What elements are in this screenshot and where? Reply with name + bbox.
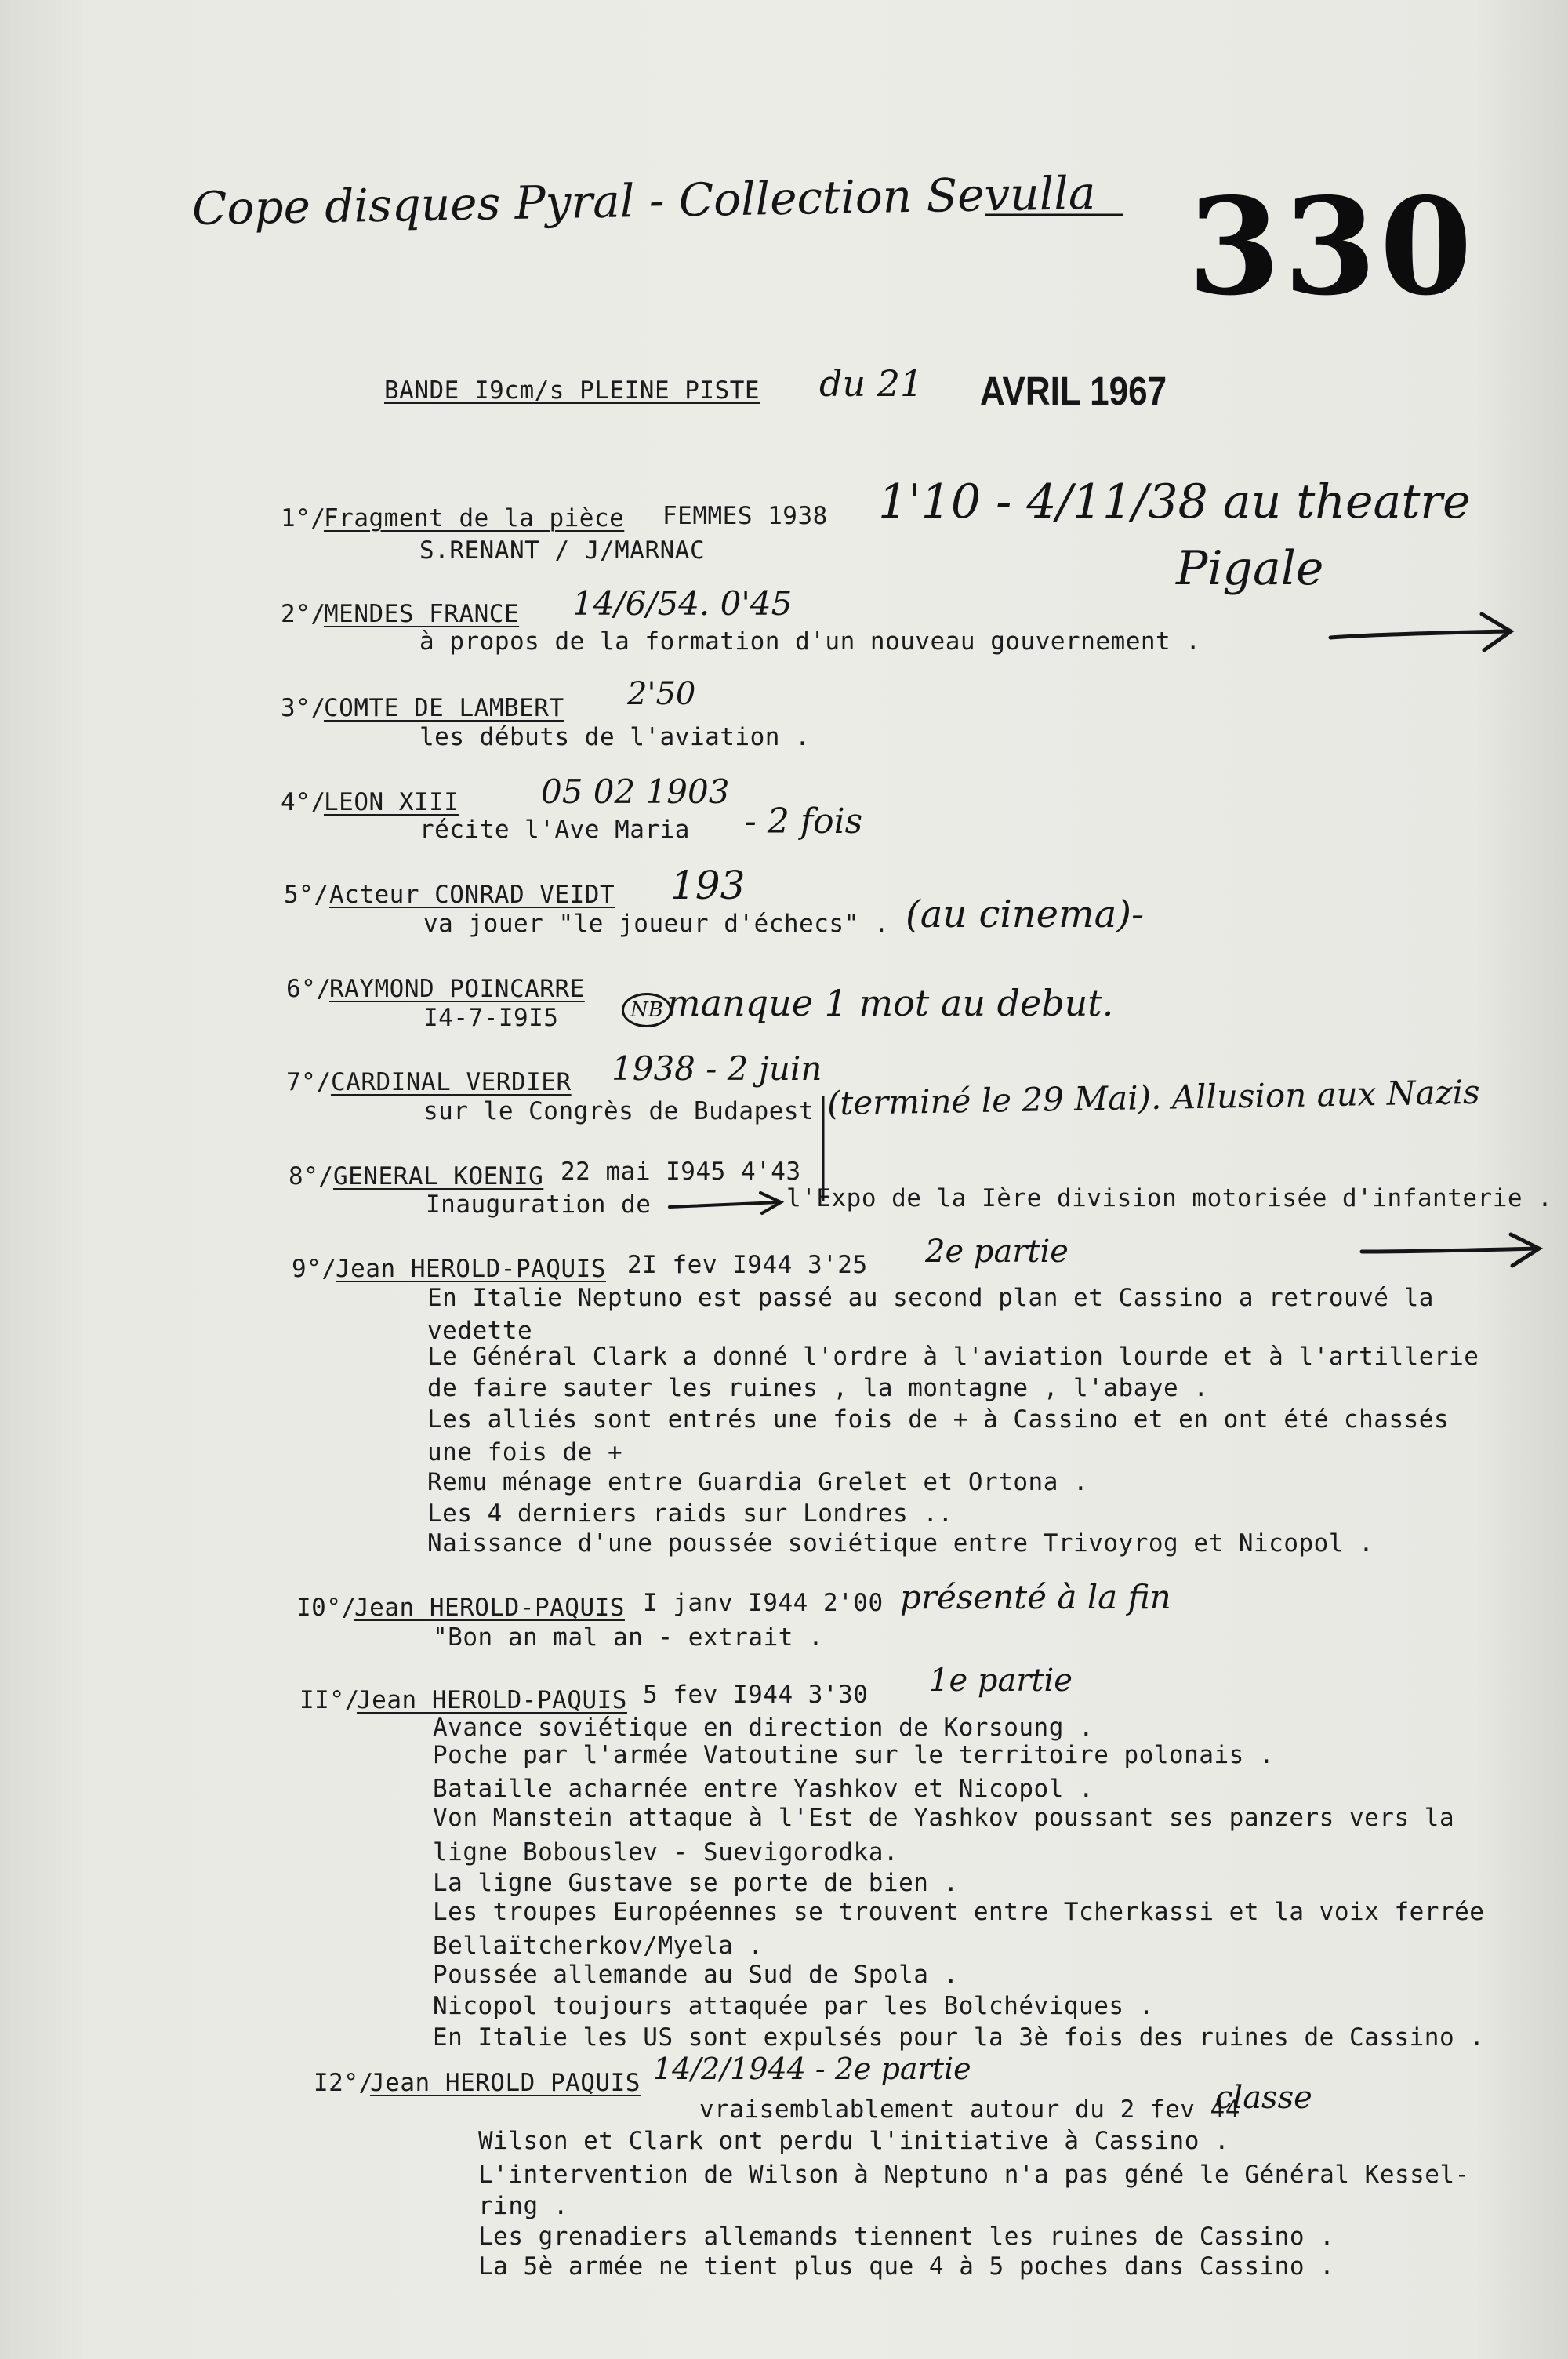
entry-title: MENDES FRANCE — [324, 600, 520, 628]
entry-title: CARDINAL VERDIER — [331, 1068, 572, 1096]
entry-line: sur le Congrès de Budapest — [423, 1097, 815, 1125]
pen-stroke — [815, 1094, 831, 1204]
handwritten-note: 05 02 1903 — [541, 772, 730, 811]
handwritten-note: manque 1 mot au debut. — [666, 982, 1114, 1024]
handwritten-note: 1e partie — [929, 1663, 1073, 1699]
entry-line: En Italie les US sont expulsés pour la 3è fois des ruines de Cassino . — [433, 2023, 1485, 2052]
entry-line: vraisemblablement autour du 2 fev 44 — [699, 2095, 1240, 2124]
handwritten-note: 1'10 - 4/11/38 au theatre — [878, 474, 1471, 529]
document-number: 330 — [1188, 169, 1475, 325]
handwritten-date: du 21 — [819, 362, 924, 405]
entry-line: Poche par l'armée Vatoutine sur le territoire polonais . — [433, 1741, 1275, 1769]
entry-number: 7°/ — [286, 1068, 332, 1096]
arrow-right-icon — [1329, 608, 1517, 655]
entry-line: Les 4 derniers raids sur Londres .. — [427, 1499, 953, 1528]
entry-line: une fois de + — [427, 1438, 623, 1467]
entry-line: ring . — [478, 2192, 568, 2220]
entry-details: FEMMES 1938 — [662, 502, 828, 530]
handwritten-note: (terminé le 29 Mai). Allusion aux Nazis — [826, 1072, 1481, 1123]
arrow-right-icon — [668, 1188, 786, 1219]
entry-title: RAYMOND POINCARRE — [329, 975, 585, 1003]
handwritten-note: 193 — [670, 863, 746, 908]
entry-title: Jean HEROLD-PAQUIS — [354, 1594, 625, 1622]
entry-number: 2°/ — [281, 600, 326, 628]
handwritten-note: 14/6/54. 0'45 — [572, 584, 793, 623]
handwritten-note: présenté à la fin — [900, 1578, 1171, 1616]
entry-line: de faire sauter les ruines , la montagne , l'abaye . — [427, 1374, 1209, 1402]
pen-stroke — [984, 210, 1125, 220]
entry-title: GENERAL KOENIG — [333, 1162, 544, 1190]
entry-number: I2°/ — [314, 2069, 374, 2097]
entry-number: 5°/ — [284, 881, 329, 909]
entry-line: les débuts de l'aviation . — [419, 723, 811, 751]
handwritten-note: (au cinema)- — [906, 892, 1145, 936]
entry-number: 4°/ — [281, 788, 326, 816]
entry-line: Inauguration de — [426, 1190, 652, 1219]
entry-title: Fragment de la pièce — [324, 504, 625, 533]
entry-line: I4-7-I9I5 — [423, 1004, 559, 1032]
entry-line: Naissance d'une poussée soviétique entre Trivoyrog et Nicopol . — [427, 1529, 1374, 1558]
entry-line: "Bon an mal an - extrait . — [433, 1623, 824, 1652]
entry-line: va jouer "le joueur d'échecs" . — [423, 910, 890, 938]
entry-line: Avance soviétique en direction de Korsoung . — [433, 1714, 1094, 1742]
entry-details: 5 fev I944 3'30 — [643, 1681, 869, 1709]
entry-number: II°/ — [299, 1686, 360, 1714]
entry-line: Les grenadiers allemands tiennent les ruines de Cassino . — [478, 2223, 1335, 2251]
entry-title: Jean HEROLD-PAQUIS — [357, 1686, 627, 1714]
entry-line: Le Général Clark a donné l'ordre à l'aviation lourde et à l'artillerie — [427, 1343, 1479, 1371]
entry-number: 6°/ — [286, 975, 332, 1003]
handwritten-note: Pigale — [1176, 541, 1324, 596]
entry-details: 22 mai I945 4'43 — [561, 1158, 801, 1186]
date-stamp: AVRIL 1967 — [980, 369, 1167, 414]
entry-line: Bataille acharnée entre Yashkov et Nicopol . — [433, 1775, 1094, 1803]
entry-details: 2I fev I944 3'25 — [627, 1251, 868, 1279]
entry-line: ligne Bobouslev - Suevigorodka. — [433, 1838, 899, 1866]
entry-line: Les alliés sont entrés une fois de + à Cassino et en ont été chassés — [427, 1405, 1450, 1434]
entry-line: Bellaïtcherkov/Myela . — [433, 1932, 764, 1960]
handwritten-note: 14/2/1944 - 2e partie — [653, 2052, 971, 2086]
entry-number: 9°/ — [292, 1255, 337, 1283]
nb-badge: NB — [622, 993, 672, 1027]
entry-line: S.RENANT / J/MARNAC — [419, 536, 706, 565]
entry-number: I0°/ — [296, 1594, 357, 1622]
entry-line: La 5è armée ne tient plus que 4 à 5 poches dans Cassino . — [478, 2252, 1335, 2281]
entry-number: 8°/ — [289, 1162, 334, 1190]
handwritten-note: 1938 - 2 juin — [612, 1049, 822, 1088]
entry-title: LEON XIII — [324, 788, 459, 816]
entry-line: Les troupes Européennes se trouvent entre Tcherkassi et la voix ferrée — [433, 1898, 1485, 1926]
arrow-right-icon — [1360, 1231, 1548, 1278]
entry-line: vedette — [427, 1317, 533, 1345]
entry-line: En Italie Neptuno est passé au second plan et Cassino a retrouvé la — [427, 1284, 1434, 1312]
handwritten-collection-title: Cope disques Pyral - Collection Sevulla — [191, 165, 1096, 236]
entry-line: Von Manstein attaque à l'Est de Yashkov poussant ses panzers vers la — [433, 1804, 1455, 1832]
tape-title: BANDE I9cm/s PLEINE PISTE — [384, 376, 760, 405]
handwritten-note: - 2 fois — [745, 801, 863, 841]
entry-title: Jean HEROLD PAQUIS — [370, 2069, 641, 2097]
entry-details: I janv I944 2'00 — [643, 1589, 884, 1617]
entry-title: Acteur CONRAD VEIDT — [329, 881, 615, 909]
entry-title: COMTE DE LAMBERT — [324, 694, 564, 722]
entry-number: 3°/ — [281, 694, 326, 722]
entry-line: à propos de la formation d'un nouveau gouvernement . — [419, 627, 1201, 656]
entry-line: l'Expo de la Ière division motorisée d'infanterie . — [786, 1184, 1553, 1212]
entry-title: Jean HEROLD-PAQUIS — [336, 1255, 606, 1283]
entry-line: Poussée allemande au Sud de Spola . — [433, 1961, 959, 1989]
entry-line: L'intervention de Wilson à Neptuno n'a pas géné le Général Kessel- — [478, 2161, 1470, 2189]
entry-line: Nicopol toujours attaquée par les Bolchéviques . — [433, 1992, 1154, 2020]
entry-line: La ligne Gustave se porte de bien . — [433, 1869, 959, 1897]
handwritten-note: 2'50 — [627, 676, 696, 712]
entry-line: récite l'Ave Maria — [419, 816, 690, 844]
handwritten-note: classe — [1215, 2080, 1312, 2116]
handwritten-note: 2e partie — [925, 1234, 1069, 1270]
entry-number: 1°/ — [281, 504, 326, 533]
entry-line: Remu ménage entre Guardia Grelet et Ortona . — [427, 1468, 1089, 1496]
entry-line: Wilson et Clark ont perdu l'initiative à Cassino . — [478, 2127, 1230, 2155]
